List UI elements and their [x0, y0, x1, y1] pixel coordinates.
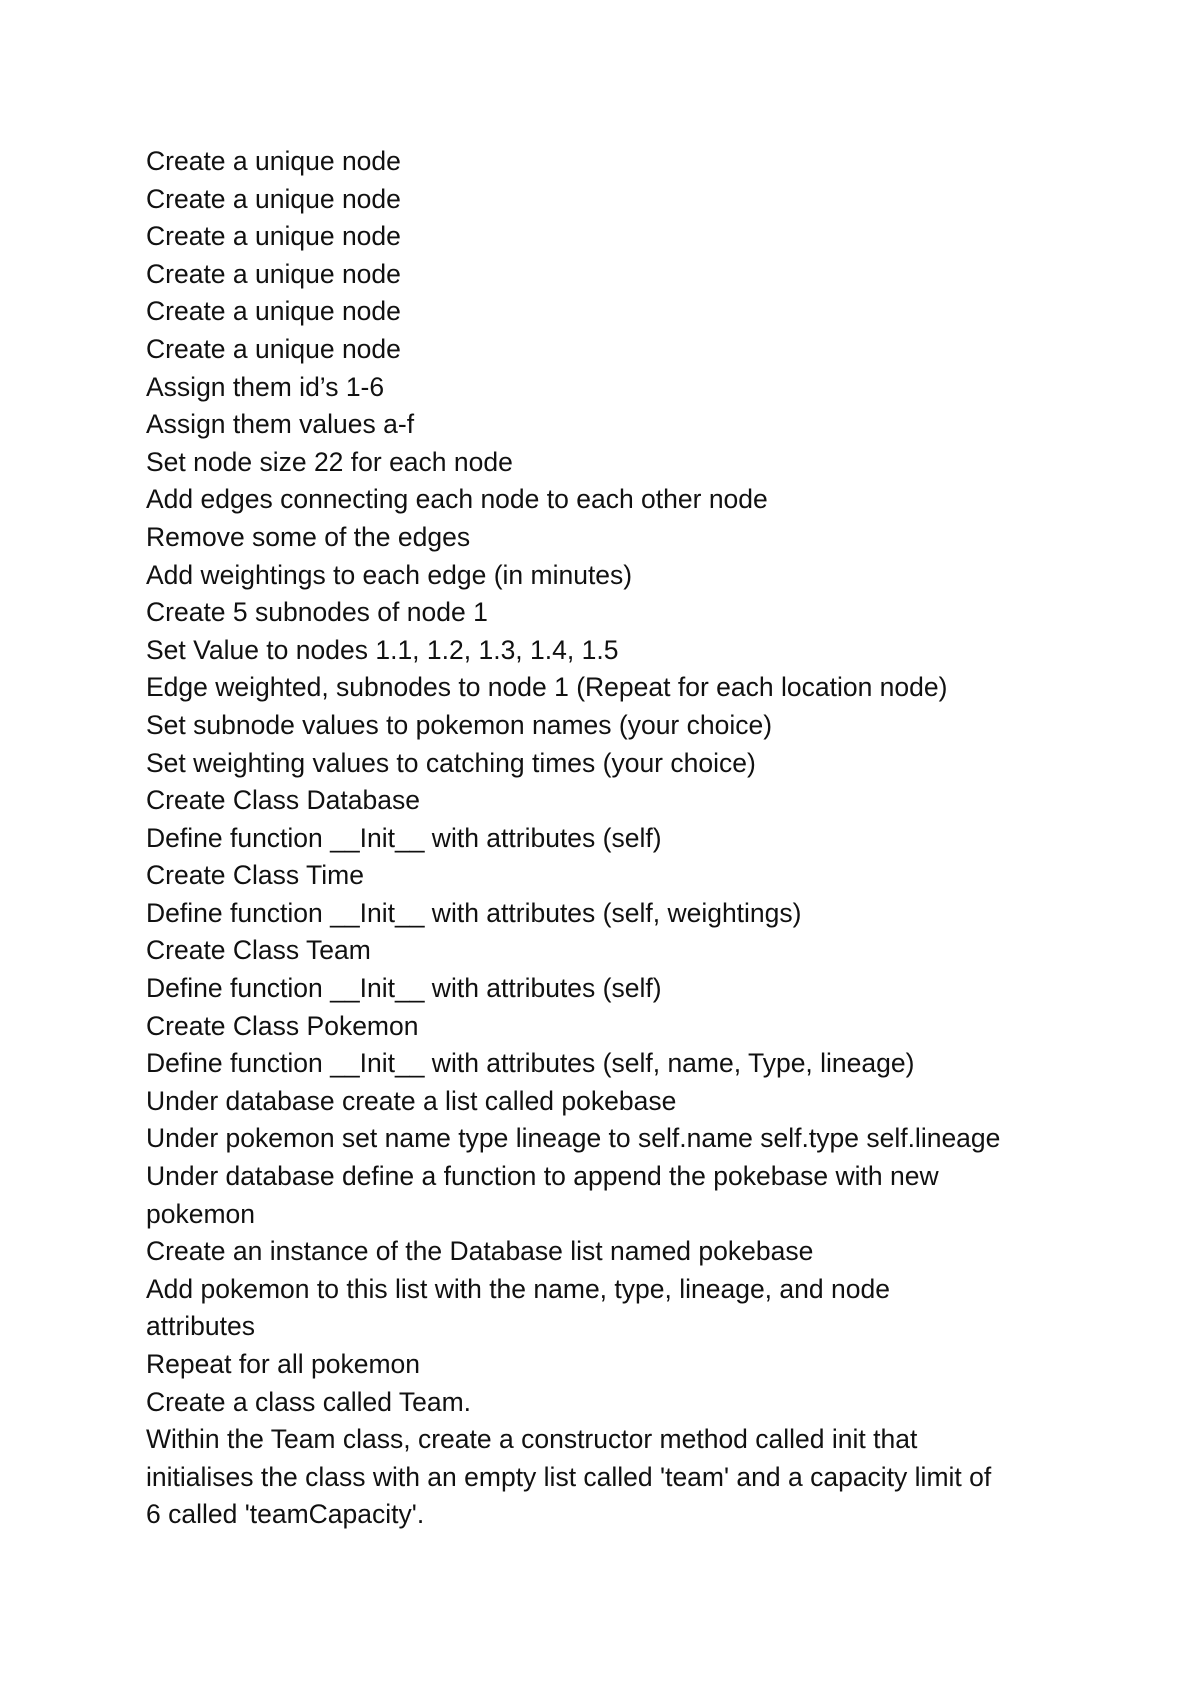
text-line-5: Create a unique node	[146, 296, 401, 327]
text-line-30: Create an instance of the Database list named pokebase	[146, 1236, 814, 1267]
text-line-12: Add weightings to each edge (in minutes)	[146, 559, 633, 590]
text-line-13: Create 5 subnodes of node 1	[146, 597, 488, 628]
text-line-23: Define function __Init__ with attributes (self)	[146, 973, 662, 1004]
document-body	[146, 143, 1076, 1534]
text-line-37: 6 called 'teamCapacity'.	[146, 1499, 425, 1530]
text-line-27: Under pokemon set name type lineage to self.name self.type self.lineage	[146, 1123, 1001, 1154]
text-line-16: Set subnode values to pokemon names (your choice)	[146, 709, 773, 740]
text-line-18: Create Class Database	[146, 785, 420, 816]
text-line-28: Under database define a function to append the pokebase with new	[146, 1161, 939, 1192]
text-line-22: Create Class Team	[146, 935, 371, 966]
text-line-32: attributes	[146, 1311, 256, 1342]
text-line-29: pokemon	[146, 1198, 256, 1229]
text-line-1: Create a unique node	[146, 146, 401, 176]
text-line-15: Edge weighted, subnodes to node 1 (Repeat for each location node)	[146, 672, 948, 703]
text-line-25: Define function __Init__ with attributes (self, name, Type, lineage)	[146, 1048, 915, 1079]
text-line-21: Define function __Init__ with attributes (self, weightings)	[146, 897, 802, 928]
text-line-31: Add pokemon to this list with the name, type, lineage, and node	[146, 1273, 890, 1304]
text-line-9: Set node size 22 for each node	[146, 446, 513, 477]
text-line-14: Set Value to nodes 1.1, 1.2, 1.3, 1.4, 1.5	[146, 634, 619, 665]
text-line-17: Set weighting values to catching times (your choice)	[146, 747, 756, 778]
text-line-35: Within the Team class, create a constructor method called init that	[146, 1424, 918, 1455]
text-line-2: Create a unique node	[146, 183, 401, 214]
text-line-6: Create a unique node	[146, 333, 401, 364]
text-line-33: Repeat for all pokemon	[146, 1349, 420, 1379]
text-line-19: Define function __Init__ with attributes (self)	[146, 822, 662, 853]
text-line-24: Create Class Pokemon	[146, 1010, 419, 1041]
text-line-8: Assign them values a-f	[146, 409, 415, 440]
text-line-20: Create Class Time	[146, 860, 364, 891]
text-line-4: Create a unique node	[146, 258, 401, 289]
text-line-26: Under database create a list called pokebase	[146, 1085, 677, 1116]
text-line-36: initialises the class with an empty list called 'team' and a capacity limit of	[146, 1461, 992, 1492]
text-line-34: Create a class called Team.	[146, 1386, 472, 1417]
text-line-11: Remove some of the edges	[146, 521, 471, 552]
text-line-7: Assign them id’s 1-6	[146, 371, 385, 402]
text-line-10: Add edges connecting each node to each other node	[146, 484, 768, 515]
text-line-3: Create a unique node	[146, 221, 401, 252]
